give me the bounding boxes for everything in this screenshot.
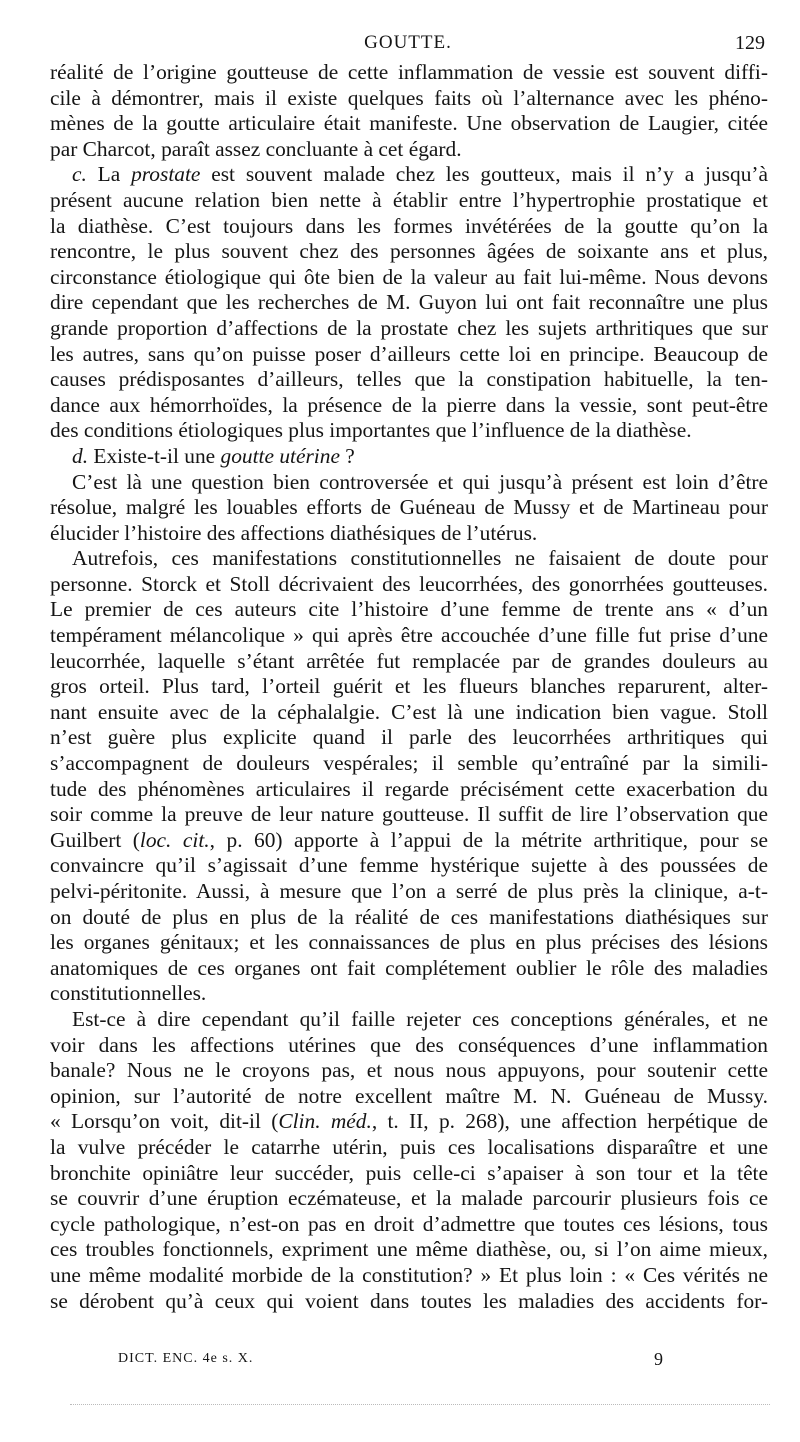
printer-signature: DICT. ENC. 4e s. X. bbox=[118, 1351, 254, 1366]
text-line: des conditions étiologiques plus importantes que l’influence de la diathèse. bbox=[50, 418, 692, 443]
text-line: cycle pathologique, n’est-on pas en droit d’admettre que toutes ces lésions, tous bbox=[50, 1211, 768, 1236]
text-line: ces troubles fonctionnels, expriment une même diathèse, ou, si l’on aime mieux, bbox=[50, 1237, 768, 1262]
text-line: c. La prostate est souvent malade chez les goutteux, mais il n’y a jusqu’à bbox=[72, 162, 769, 187]
page-number: 129 bbox=[735, 32, 765, 54]
text-line: convaincre qu’il s’agissait d’une femme hystérique sujette à des poussées de bbox=[50, 853, 768, 878]
text-line: C’est là une question bien controversée et qui jusqu’à présent est loin d’être bbox=[72, 469, 768, 494]
italic-text: loc. cit. bbox=[139, 827, 210, 852]
text-line: Le premier de ces auteurs cite l’histoire d’une femme de trente ans « d’un bbox=[50, 597, 768, 622]
text-line: personne. Storck et Stoll décrivaient des leucorrhées, des gonorrhées goutteuses. bbox=[50, 571, 768, 596]
text-line: Guilbert (loc. cit., p. 60) apporte à l’appui de la métrite arthritique, pour se bbox=[50, 827, 768, 852]
text-line: causes prédisposantes d’ailleurs, telles que la constipation habituelle, la ten- bbox=[50, 367, 768, 392]
text-line: dance aux hémorrhoïdes, la présence de la pierre dans la vessie, sont peut-être bbox=[50, 392, 768, 417]
text-line: la diathèse. C’est toujours dans les formes invétérées de la goutte qu’on la bbox=[50, 213, 768, 238]
text-line: d. Existe-t-il une goutte utérine ? bbox=[72, 443, 355, 468]
text-line: dire cependant que les recherches de M. Guyon lui ont fait reconnaître une plus bbox=[50, 290, 768, 315]
text-line: pelvi-péritonite. Aussi, à mesure que l’on a serré de plus près la clinique, a-t- bbox=[50, 879, 768, 903]
text-line: résolue, malgré les louables efforts de Guéneau de Mussy et de Martineau pour bbox=[50, 495, 768, 520]
text-line: réalité de l’origine goutteuse de cette inflammation de vessie est souvent diffi- bbox=[50, 60, 768, 84]
text-line: constitutionnelles. bbox=[50, 981, 207, 1006]
text-line: grande proportion d’affections de la prostate chez les sujets arthritiques que sur bbox=[50, 315, 768, 340]
text-line: se dérobent qu’à ceux qui voient dans toutes les maladies des accidents for- bbox=[50, 1288, 768, 1313]
text-line: anatomiques de ces organes ont fait complétement oublier le rôle des maladies bbox=[50, 955, 768, 980]
text-line: se couvrir d’une éruption eczémateuse, et la malade parcourir plusieurs fois ce bbox=[50, 1186, 768, 1211]
running-title: GOUTTE. bbox=[364, 32, 452, 53]
running-header bbox=[47, 32, 769, 56]
text-line: cile à démontrer, mais il existe quelques faits où l’alternance avec les phéno- bbox=[50, 85, 768, 110]
text-line: les autres, sans qu’on puisse poser d’ailleurs cette loi en principe. Beaucoup de bbox=[50, 341, 768, 366]
sheet-number: 9 bbox=[654, 1349, 663, 1369]
italic-text: c. bbox=[72, 162, 87, 187]
text-line: Est-ce à dire cependant qu’il faille rejeter ces conceptions générales, et ne bbox=[72, 1006, 768, 1031]
text-line: tude des phénomènes articulaires il regarde précisément cette exacerbation du bbox=[50, 776, 768, 801]
text-line: Autrefois, ces manifestations constitutionnelles ne faisaient de doute pour bbox=[72, 546, 768, 571]
text-line: tempérament mélancolique » qui après être accouchée d’une fille fut prise d’une bbox=[50, 623, 768, 648]
italic-text: prostate bbox=[131, 162, 201, 187]
text-line: s’accompagnent de douleurs vespérales; il semble qu’entraîné par la simili- bbox=[50, 751, 768, 776]
text-line: rencontre, le plus souvent chez des personnes âgées de soixante ans et plus, bbox=[50, 239, 768, 264]
page-footer bbox=[118, 1349, 678, 1375]
text-line: une même modalité morbide de la constitution? » Et plus loin : « Ces vérités ne bbox=[50, 1262, 768, 1287]
italic-text: d. bbox=[72, 443, 89, 468]
text-line: soir comme la preuve de leur nature goutteuse. Il suffit de lire l’observation que bbox=[50, 802, 768, 827]
text-line: les organes génitaux; et les connaissances de plus en plus précises des lésions bbox=[50, 930, 768, 955]
italic-text: goutte utérine bbox=[220, 443, 340, 468]
text-line: « Lorsqu’on voit, dit-il (Clin. méd., t. II, p. 268), une affection herpétique de bbox=[50, 1109, 768, 1134]
text-line: gros orteil. Plus tard, l’orteil guérit et les flueurs blanches reparurent, alter- bbox=[50, 674, 768, 699]
text-line: on douté de plus en plus de la réalité de ces manifestations diathésiques sur bbox=[50, 904, 768, 929]
text-line: banale? Nous ne le croyons pas, et nous nous appuyons, pour soutenir cette bbox=[50, 1058, 768, 1083]
text-line: opinion, sur l’autorité de notre excellent maître M. N. Guéneau de Mussy. bbox=[50, 1083, 768, 1108]
text-line: bronchite opiniâtre leur succéder, puis celle-ci s’apaiser à son tour et la tête bbox=[50, 1160, 768, 1185]
text-line: circonstance étiologique qui ôte bien de la valeur au fait lui-même. Nous devons bbox=[50, 264, 768, 289]
text-line: présent aucune relation bien nette à établir entre l’hypertrophie prostatique et bbox=[50, 187, 768, 212]
body-text bbox=[50, 60, 768, 1314]
text-line: élucider l’histoire des affections diathésiques de l’utérus. bbox=[50, 520, 538, 545]
bottom-margin-marks bbox=[70, 1404, 770, 1405]
text-line: mènes de la goutte articulaire était manifeste. Une observation de Laugier, citée bbox=[50, 111, 768, 136]
italic-text: Clin. méd. bbox=[278, 1109, 372, 1134]
text-line: n’est guère plus explicite quand il parle des leucorrhées arthritiques qui bbox=[50, 725, 768, 750]
text-line: la vulve précéder le catarrhe utérin, puis ces localisations disparaître et une bbox=[50, 1134, 768, 1159]
text-line: par Charcot, paraît assez concluante à cet égard. bbox=[50, 136, 462, 161]
text-line: nant ensuite avec de la céphalalgie. C’est là une indication bien vague. Stoll bbox=[50, 699, 768, 724]
text-line: leucorrhée, laquelle s’étant arrêtée fut remplacée par de grandes douleurs au bbox=[50, 648, 768, 673]
text-line: voir dans les affections utérines que des conséquences d’une inflammation bbox=[50, 1032, 768, 1057]
